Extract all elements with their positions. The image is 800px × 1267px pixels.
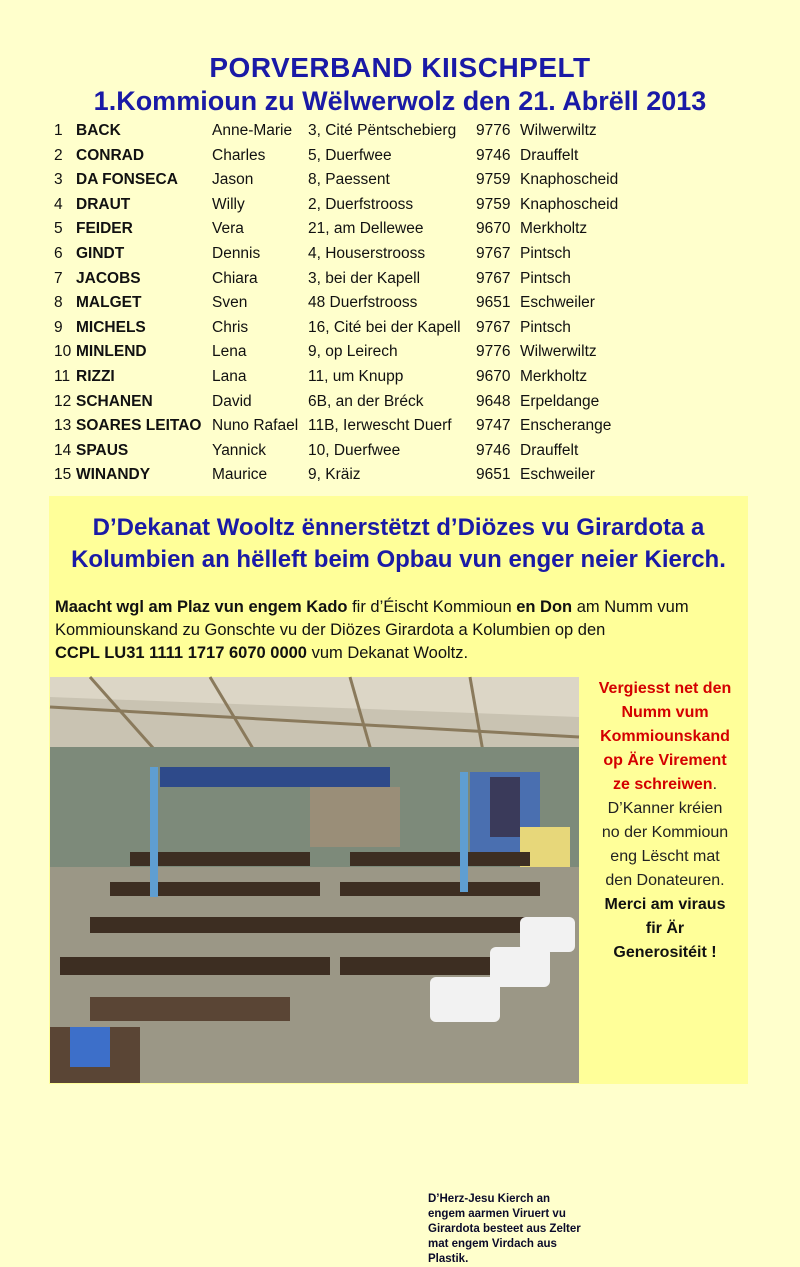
appeal-headline (49, 512, 748, 576)
communicant-last: WINANDY (76, 466, 151, 484)
communicant-town: Drauffelt (520, 441, 579, 459)
communicant-first: Yannick (212, 441, 266, 459)
communicant-num: 13 (54, 417, 72, 435)
communicant-street: 8, Paessent (308, 171, 390, 189)
communicant-street: 2, Duerfstrooss (308, 195, 414, 213)
communicant-zip: 9648 (476, 392, 511, 410)
communicant-street: 4, Houserstrooss (308, 244, 426, 262)
list-item (54, 243, 734, 268)
communicant-num: 6 (54, 244, 63, 262)
communicant-last: MALGET (76, 294, 142, 312)
communicant-last: SPAUS (76, 441, 129, 459)
communicant-town: Eschweiler (520, 294, 595, 312)
communicant-last: JACOBS (76, 269, 141, 287)
communicant-street: 3, Cité Pëntschebierg (308, 122, 457, 139)
communicant-zip: 9759 (476, 171, 511, 189)
page-subtitle: 1.Kommioun zu Wëlwerwolz den 21. Abrëll 2013 (93, 86, 707, 116)
communicant-town: Wilwerwiltz (520, 343, 597, 361)
communicant-num: 5 (54, 220, 63, 238)
communicant-zip: 9747 (476, 417, 511, 435)
communicant-num: 9 (54, 318, 63, 336)
communicant-zip: 9776 (476, 343, 511, 361)
reminder-line-5 (585, 773, 745, 797)
communicant-last: SOARES LEITAO (76, 417, 202, 435)
communicant-last: RIZZI (76, 367, 115, 385)
communicant-street: 6B, an der Bréck (308, 392, 424, 410)
appeal-text-1: fir d’Éischt Kommioun (347, 598, 517, 616)
communicant-first: Sven (212, 294, 248, 312)
communicant-zip: 9759 (476, 195, 511, 213)
communicant-town: Drauffelt (520, 146, 579, 164)
info-line-3: eng Lëscht mat (610, 848, 720, 865)
reminder-panel (585, 677, 745, 965)
communicant-last: CONRAD (76, 146, 145, 164)
communicant-num: 2 (54, 146, 63, 164)
communicant-street: 9, Kräiz (308, 466, 361, 484)
communicant-first: Willy (212, 195, 245, 213)
communicant-last: MICHELS (76, 318, 146, 336)
communicant-first: Maurice (212, 466, 268, 484)
info-line-4: den Donateuren. (605, 872, 725, 889)
appeal-bold-1: Maacht wgl am Plaz vun engem Kado (55, 598, 348, 616)
communicant-town: Pintsch (520, 318, 571, 336)
communicant-first: Jason (212, 171, 254, 189)
appeal-bold-2: en Don (516, 598, 573, 616)
reminder-line-2: Numm vum (621, 704, 709, 721)
communicant-zip: 9746 (476, 441, 511, 459)
communicant-town: Enscherange (520, 417, 612, 435)
communicant-first: Vera (212, 220, 244, 238)
communicant-last: DRAUT (76, 195, 131, 213)
appeal-headline-line1: D’Dekanat Wooltz ënnerstëtzt d’Diözes vu Girardota a (92, 514, 705, 541)
page-title: PORVERBAND KIISCHPELT (209, 52, 591, 83)
communicant-zip: 9767 (476, 244, 511, 262)
reminder-line-5-text: ze schreiwen (612, 776, 713, 793)
communicant-last: MINLEND (76, 343, 147, 361)
communicant-last: SCHANEN (76, 392, 153, 410)
communicant-zip: 9651 (476, 294, 511, 312)
list-item (54, 440, 734, 465)
list-item (54, 341, 734, 366)
communicant-street: 11, um Knupp (308, 367, 404, 385)
communicant-first: David (212, 392, 252, 410)
communicant-num: 11 (54, 367, 71, 385)
appeal-text-2: am Numm vum Kommiounskand zu Gonschte vu der Diözes Girardota a Kolumbien op den (55, 598, 689, 639)
communicant-last: BACK (76, 122, 121, 139)
communicant-num: 14 (54, 441, 72, 459)
thanks-line-3: Generositéit ! (613, 944, 717, 961)
church-tent-illustration (50, 677, 579, 1083)
communicant-zip: 9776 (476, 122, 511, 139)
info-line-1: D’Kanner kréien (607, 800, 723, 817)
thanks-line-2: fir Är (645, 920, 685, 937)
communicant-town: Knaphoscheid (520, 195, 619, 213)
reminder-line-4: op Äre Virement (603, 752, 727, 769)
list-item (54, 317, 734, 342)
communicant-num: 10 (54, 343, 72, 361)
communicant-last: GINDT (76, 244, 125, 262)
communicant-first: Anne-Marie (212, 122, 293, 139)
communicant-town: Erpeldange (520, 392, 600, 410)
communicant-town: Eschweiler (520, 466, 595, 484)
reminder-line-3: Kommiounskand (600, 728, 730, 745)
list-item (54, 169, 734, 194)
list-item (54, 145, 734, 170)
communicant-last: DA FONSECA (76, 171, 178, 189)
communicant-num: 15 (54, 466, 72, 484)
appeal-text-3: vum Dekanat Wooltz. (306, 644, 469, 662)
reminder-line-5-period: . (712, 776, 718, 793)
list-item (54, 415, 734, 440)
communicant-town: Pintsch (520, 244, 571, 262)
communicant-street: 11B, Ierwescht Duerf (308, 417, 452, 435)
communicant-town: Merkholtz (520, 367, 588, 385)
communicant-street: 3, bei der Kapell (308, 269, 421, 287)
communicant-street: 9, op Leirech (308, 343, 398, 361)
appeal-headline-line2: Kolumbien an hëlleft beim Opbau vun enger neier Kierch. (71, 546, 726, 573)
communicant-first: Dennis (212, 244, 261, 262)
communicant-first: Nuno Rafael (212, 417, 299, 435)
communicant-town: Wilwerwiltz (520, 122, 597, 139)
church-photo (50, 677, 581, 1265)
communicant-list (54, 120, 734, 489)
communicant-num: 12 (54, 392, 72, 410)
list-item (54, 292, 734, 317)
list-item (54, 464, 734, 489)
info-line-2: no der Kommioun (601, 824, 729, 841)
communicant-street: 10, Duerfwee (308, 441, 401, 459)
communicant-street: 16, Cité bei der Kapell (308, 318, 461, 336)
list-item (54, 120, 734, 145)
bank-account: CCPL LU31 1111 1717 6070 0000 (55, 644, 307, 662)
list-item (54, 218, 734, 243)
appeal-text (55, 596, 745, 665)
communicant-town: Knaphoscheid (520, 171, 619, 189)
communicant-num: 7 (54, 269, 63, 287)
communicant-street: 5, Duerfwee (308, 146, 392, 164)
communicant-num: 1 (54, 122, 63, 139)
communicant-zip: 9651 (476, 466, 511, 484)
communicant-last: FEIDER (76, 220, 133, 238)
communicant-num: 4 (54, 195, 63, 213)
communicant-first: Lena (212, 343, 247, 361)
photo-caption: D’Herz-Jesu Kierch an engem aarmen Viruert vu Girardota besteet aus Zelter mat engem Virdach aus Plastik. (428, 1193, 581, 1265)
communicant-num: 8 (54, 294, 63, 312)
communicant-town: Pintsch (520, 269, 571, 287)
communicant-zip: 9767 (476, 318, 511, 336)
list-item (54, 366, 734, 391)
communicant-zip: 9670 (476, 220, 511, 238)
communicant-first: Charles (212, 146, 266, 164)
list-item (54, 268, 734, 293)
communicant-first: Chris (212, 318, 249, 336)
thanks-line-1: Merci am viraus (604, 896, 726, 913)
communicant-zip: 9767 (476, 269, 511, 287)
list-item (54, 194, 734, 219)
communicant-zip: 9670 (476, 367, 511, 385)
communicant-first: Lana (212, 367, 247, 385)
communicant-first: Chiara (212, 269, 258, 287)
communicant-num: 3 (54, 171, 63, 189)
communicant-zip: 9746 (476, 146, 511, 164)
communicant-street: 21, am Dellewee (308, 220, 424, 238)
reminder-line-1: Vergiesst net den (598, 680, 732, 697)
appeal-box (49, 496, 748, 1265)
communicant-street: 48 Duerfstrooss (308, 294, 418, 312)
communicant-town: Merkholtz (520, 220, 588, 238)
list-item (54, 391, 734, 416)
